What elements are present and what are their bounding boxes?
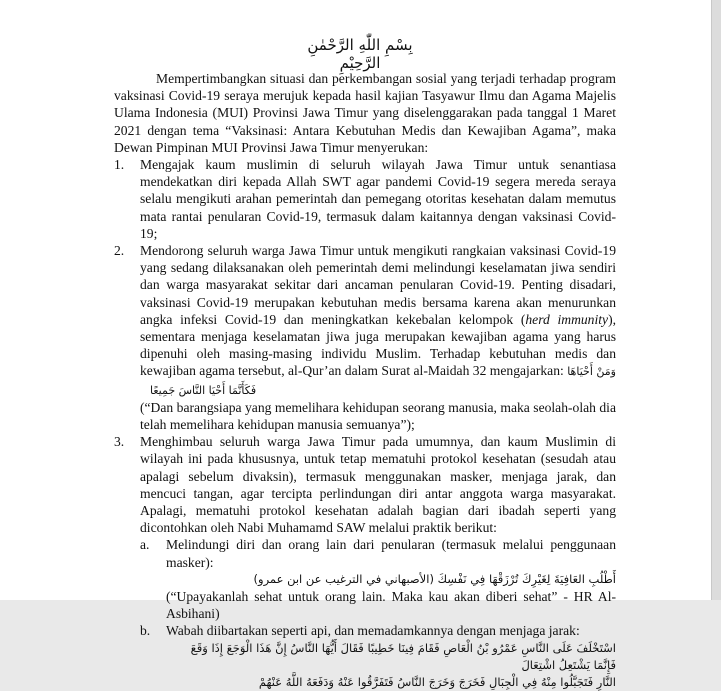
sub-item-letter: a. [140, 537, 150, 553]
list-item-2 [114, 242, 616, 433]
list-number: 3. [114, 434, 125, 450]
hadith-arabic-line-2: النَّارِ فَتَجَبَّلُوا مِنْهُ فِي الْجِبَالِ فَخَرَجَ وَخَرَجَ النَّاسُ فَتَفَرَّقُوا عَنْهُ وَدَفَعَهُ اللَّهُ عَنْهُمْ [258, 674, 616, 689]
list-number: 2. [114, 243, 125, 259]
hadith-translation: (“Upayakanlah sehat untuk orang lain. Maka kau akan diberi sehat” - HR Al-Asbihani) [166, 588, 616, 622]
hadith-arabic: أَطْلُبِ العَافِيَةَ لِغَيْرِكَ تُرْزَقْهَا فِي نَفْسِكَ (الأصبهاني في الترغيب عن ابن عمرو) [253, 571, 616, 586]
list-item-3 [114, 433, 616, 690]
sub-item-text: Wabah diibartakan seperti api, dan memadamkannya dengan menjaga jarak: [166, 623, 580, 639]
sub-item-text: Melindungi diri dan orang lain dari penularan (termasuk melalui penggunaan masker): [166, 537, 616, 570]
document-body [114, 28, 616, 691]
sub-item-b [140, 622, 616, 690]
sub-item-letter: b. [140, 623, 151, 639]
sub-item-a [140, 536, 616, 622]
list-item-1 [114, 156, 616, 242]
list-item-text-cont: ), sementara menjaga keselamatan jiwa juga merupakan kewajiban agama yang harus dipenuhi oleh masing-masing individu Muslim. Terhadap kebutuhan medis dan kewajiban agama tersebut, al-Qur’an dalam Surat al-Maidah 32 mengajarkan: [140, 311, 617, 379]
quran-verse-arabic: وَمَنْ أَحْيَاهَا فَكَأَنَّمَا أَحْيَا النَّاسَ جَمِيعًا [150, 365, 616, 397]
herd-immunity-term: herd immunity [525, 311, 609, 327]
viewer-scroll-edge [711, 0, 721, 600]
list-item-text: Menghimbau seluruh warga Jawa Timur pada umumnya, dan kaum Muslimin di wilayah ini pada khususnya, untuk tetap mematuhi protokol kesehatan (sesudah atau apalagi sebelum divaksin), termasuk menggunakan masker, menjaga jarak, dan mencuci tangan, agar tercipta perlindungan diri antar anggota warga masyarakat. Apalagi, mematuhi protokol kesehatan adalah bagian dari ibadah seperti yang dicontohkan oleh Nabi Muhamamd SAW melalui praktik berikut: [140, 434, 616, 536]
list-item-text: Mendorong seluruh warga Jawa Timur untuk mengikuti rangkaian vaksinasi Covid-19 yang sedang dilaksanakan oleh pemerintah demi melindungi keselamatan jiwa sendiri dan warga masyarakat sekitar dari ancaman penularan Covid-19. Penting disadari, vaksinasi Covid-19 merupakan kebutuhan medis bersama karena akan menurunkan angka infeksi Covid-19 dan meningkatkan kekebalan kelompok ( [140, 243, 616, 327]
intro-paragraph: Mempertimbangkan situasi dan perkembangan sosial yang terjadi terhadap program vaksinasi Covid-19 seraya merujuk kepada hasil kajian Tasyawur Ilmu dan Agama Majelis Ulama Indonesia (MUI) Provinsi Jawa Timur yang diselenggarakan pada tanggal 1 Maret 2021 dengan tema “Vaksinasi: Antara Kebutuhan Medis dan Kewajiban Agama”, maka Dewan Pimpinan MUI Provinsi Jawa Timur menyerukan: [114, 71, 616, 155]
list-number: 1. [114, 157, 125, 173]
basmala-heading: بِسْمِ اللّٰهِ الرَّحْمٰنِ الرَّحِيْمِ [307, 36, 413, 72]
quran-verse-translation: (“Dan barangsiapa yang memelihara kehidupan seorang manusia, maka seolah-olah dia telah memelihara kehidupan manusia semuanya”); [140, 399, 616, 433]
hadith-arabic-line-1: اسْتَخْلَفَ عَلَى النَّاسِ عَمْرُو بْنُ الْعَاصِ فَقَامَ فِينَا خَطِيبًا فَقَالَ أَيُّهَا النَّاسُ إِنَّ هَذَا الْوَجَعَ إِذَا وَقَعَ فَإِنَّمَا يَشْتَعِلُ اشْتِعَالَ [190, 640, 616, 672]
list-item-text: Mengajak kaum muslimin di seluruh wilayah Jawa Timur untuk senantiasa mendekatkan diri kepada Allah SWT agar pandemi Covid-19 segera mereda seraya selalu mengikuti arahan pemerintah dan pemegang otoritas kesehatan dalam memutus mata rantai penularan Covid-19, termasuk dalam kaitannya dengan vaksinasi Covid-19; [140, 157, 616, 241]
